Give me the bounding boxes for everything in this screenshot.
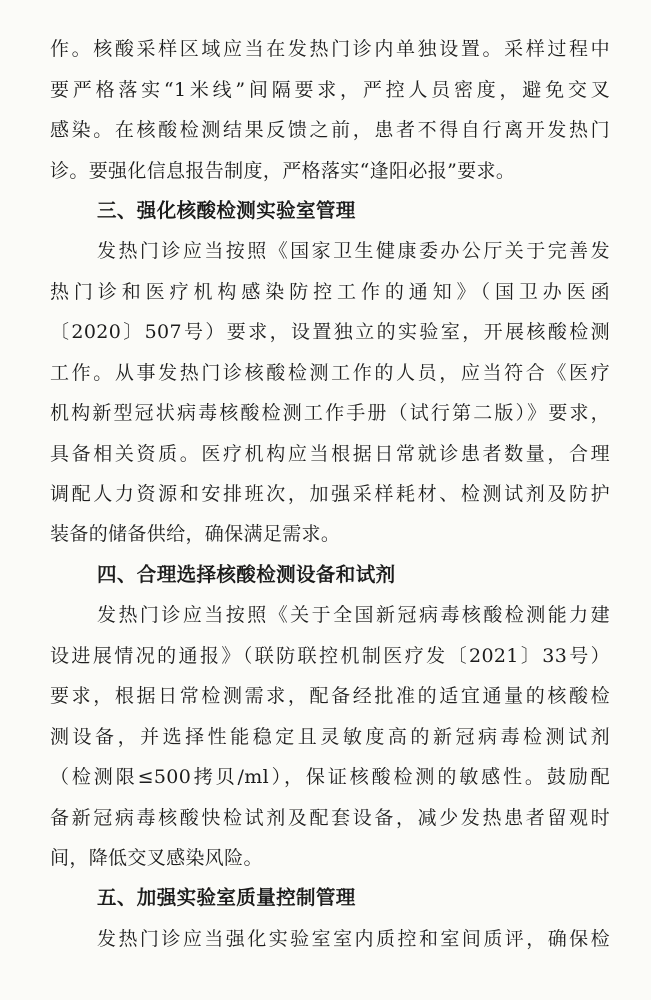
paragraph-line: 要求，根据日常检测需求，配备经批准的适宜通量的核酸检 xyxy=(50,685,610,707)
paragraph-line: 装备的储备供给，确保满足需求。 xyxy=(50,523,341,545)
paragraph-line: 发热门诊应当强化实验室室内质控和室间质评，确保检 xyxy=(97,928,610,950)
paragraph-line: 诊。要强化信息报告制度，严格落实“逢阳必报”要求。 xyxy=(50,160,516,182)
paragraph-line: 感染。在核酸检测结果反馈之前，患者不得自行离开发热门 xyxy=(50,119,610,141)
paragraph-line: 设进展情况的通报》（联防联控机制医疗发〔2021〕33号） xyxy=(50,645,610,667)
paragraph-line: 具备相关资质。医疗机构应当根据日常就诊患者数量，合理 xyxy=(50,443,610,465)
paragraph-line: 测设备，并选择性能稳定且灵敏度高的新冠病毒检测试剂 xyxy=(50,726,610,748)
paragraph-line: 机构新型冠状病毒核酸检测工作手册（试行第二版）》要求， xyxy=(50,402,610,424)
paragraph-line: 发热门诊应当按照《国家卫生健康委办公厅关于完善发 xyxy=(97,240,610,262)
section-heading-4: 四、合理选择核酸检测设备和试剂 xyxy=(97,563,396,586)
paragraph-line: 要严格落实“1米线”间隔要求，严控人员密度，避免交叉 xyxy=(50,79,610,101)
section-heading-5: 五、加强实验室质量控制管理 xyxy=(97,886,356,909)
paragraph-line: （检测限≤500拷贝/ml），保证核酸检测的敏感性。鼓励配 xyxy=(50,766,610,788)
paragraph-line: 发热门诊应当按照《关于全国新冠病毒核酸检测能力建 xyxy=(97,604,610,626)
paragraph-line: 备新冠病毒核酸快检试剂及配套设备，减少发热患者留观时 xyxy=(50,807,610,829)
paragraph-line: 调配人力资源和安排班次，加强采样耗材、检测试剂及防护 xyxy=(50,483,610,505)
section-heading-3: 三、强化核酸检测实验室管理 xyxy=(97,199,356,222)
paragraph-line: 间，降低交叉感染风险。 xyxy=(50,847,263,869)
paragraph-line: 作。核酸采样区域应当在发热门诊内单独设置。采样过程中 xyxy=(50,38,610,60)
paragraph-line: 热门诊和医疗机构感染防控工作的通知》（国卫办医函 xyxy=(50,281,610,303)
paragraph-line: 〔2020〕507号）要求，设置独立的实验室，开展核酸检测 xyxy=(50,321,610,343)
paragraph-line: 工作。从事发热门诊核酸检测工作的人员，应当符合《医疗 xyxy=(50,362,610,384)
